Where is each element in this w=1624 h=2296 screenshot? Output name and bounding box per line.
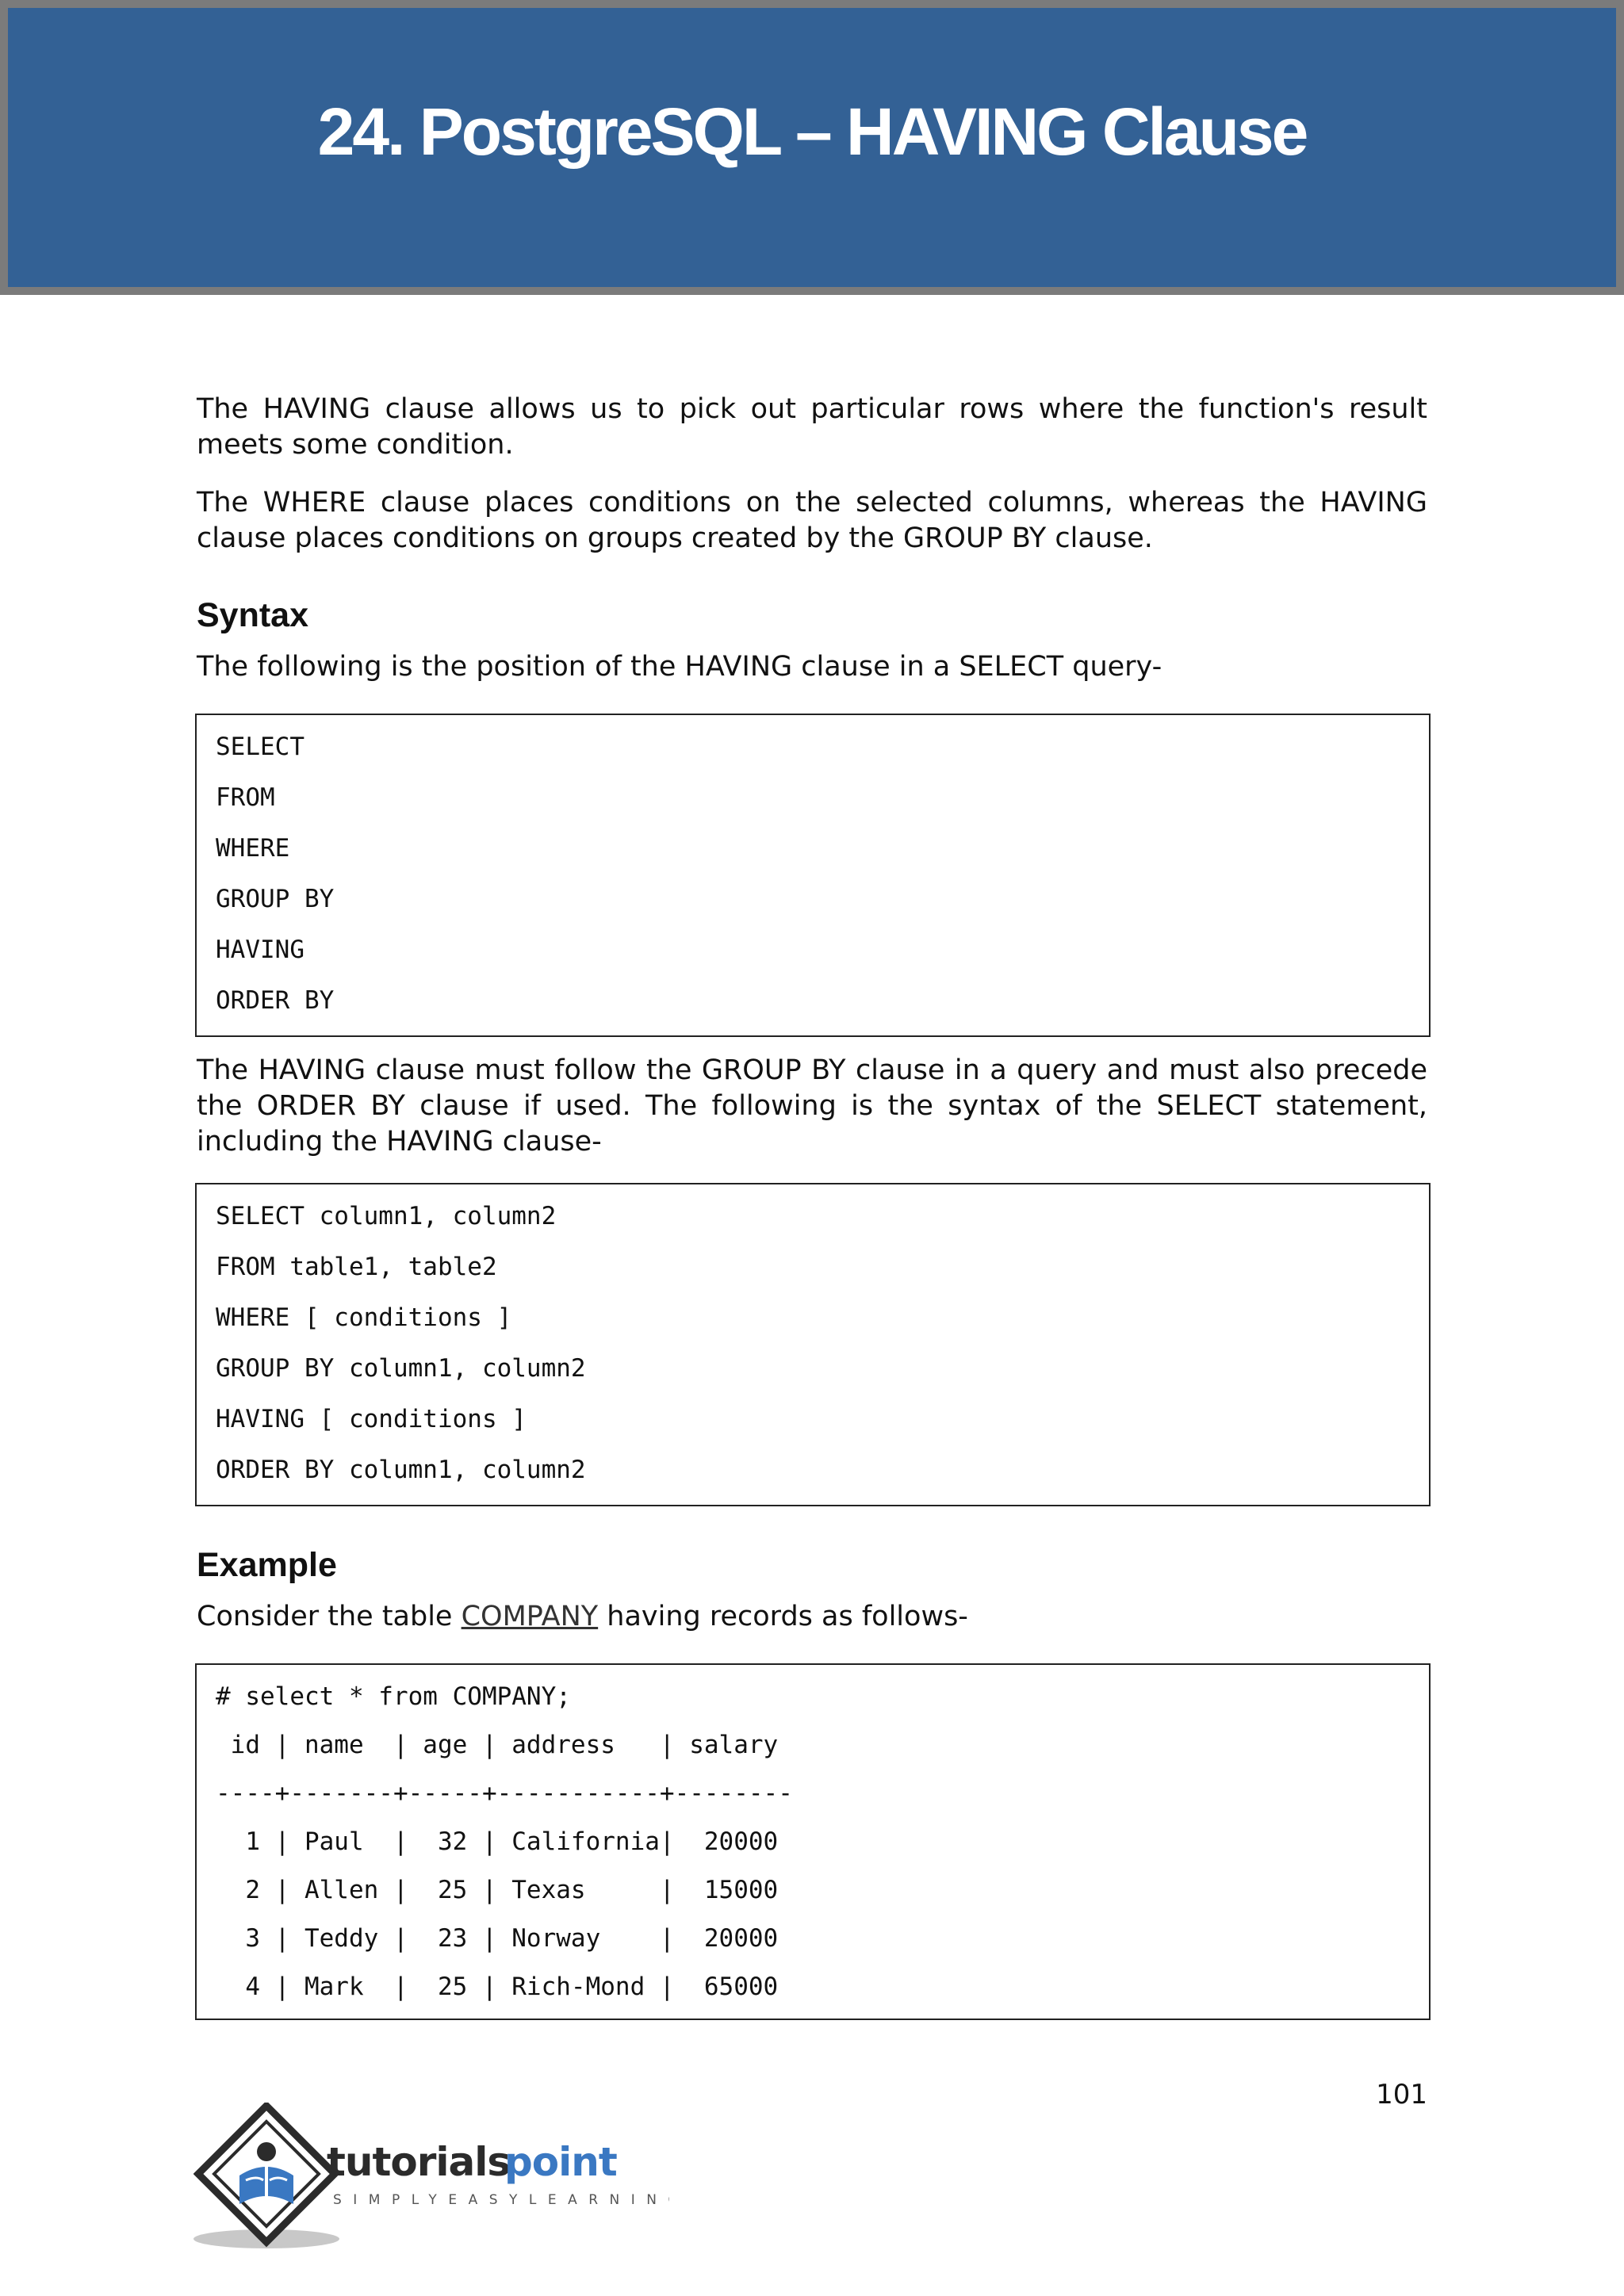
- code-line: GROUP BY: [216, 885, 335, 913]
- logo-graphic: [193, 2103, 669, 2253]
- logo-text-point: point: [504, 2139, 617, 2185]
- code-line: 3 | Teddy | 23 | Norway | 20000: [216, 1924, 779, 1953]
- code-line: GROUP BY column1, column2: [216, 1354, 586, 1383]
- page-number: 101: [1376, 2079, 1427, 2110]
- example-lead-before: Consider the table: [197, 1601, 462, 1632]
- tutorialspoint-logo: [193, 2103, 669, 2256]
- logo-text-tutorials: tutorials: [327, 2139, 511, 2185]
- example-section: [197, 1546, 1427, 1635]
- code-line: # select * from COMPANY;: [216, 1682, 571, 1711]
- example-lead: [197, 1599, 1427, 1635]
- chapter-banner-fill: [8, 8, 1616, 287]
- company-link[interactable]: COMPANY: [461, 1601, 599, 1632]
- code-line: 2 | Allen | 25 | Texas | 15000: [216, 1876, 779, 1904]
- code-line: WHERE: [216, 834, 290, 863]
- syntax-section: [197, 596, 1427, 685]
- chapter-title: 24. PostgreSQL – HAVING Clause: [317, 94, 1307, 169]
- logo-tagline: SIMPLYEASYLEARNING: [333, 2192, 669, 2208]
- code-line: 4 | Mark | 25 | Rich-Mond | 65000: [216, 1973, 779, 2001]
- code-line: ORDER BY: [216, 986, 335, 1015]
- intro-paragraph-2: The WHERE clause places conditions on the selected columns, whereas the HAVING clause places conditions on groups created by the GROUP BY clause.: [197, 487, 1427, 554]
- code-line: HAVING [ conditions ]: [216, 1405, 527, 1433]
- code-line: ORDER BY column1, column2: [216, 1456, 586, 1484]
- syntax-lead: The following is the position of the HAVING clause in a SELECT query-: [197, 651, 1162, 683]
- code-line: HAVING: [216, 936, 304, 964]
- example-lead-after: having records as follows-: [598, 1601, 968, 1632]
- syntax-middle-section: [197, 1053, 1427, 1160]
- code-block-select-syntax: [195, 1183, 1431, 1506]
- code-line: ----+-------+-----+-----------+--------: [216, 1779, 793, 1808]
- code-line: FROM table1, table2: [216, 1253, 497, 1281]
- code-line: WHERE [ conditions ]: [216, 1303, 512, 1332]
- syntax-middle-paragraph: The HAVING clause must follow the GROUP BY clause in a query and must also precede the ORDER BY clause if used. The following is the syntax of the SELECT statement, including the HAVING clause-: [197, 1054, 1427, 1158]
- intro-paragraph-1: The HAVING clause allows us to pick out particular rows where the function's result meets some condition.: [197, 393, 1427, 461]
- code-line: 1 | Paul | 32 | California| 20000: [216, 1827, 779, 1856]
- intro-section: [197, 392, 1427, 557]
- example-heading: Example: [197, 1546, 337, 1584]
- code-block-company-table: [195, 1663, 1431, 2020]
- code-line: id | name | age | address | salary: [216, 1731, 779, 1759]
- syntax-heading: Syntax: [197, 596, 309, 634]
- code-line: FROM: [216, 783, 275, 812]
- code-line: SELECT column1, column2: [216, 1202, 557, 1230]
- chapter-banner: [0, 0, 1624, 295]
- code-block-clause-order: [195, 714, 1431, 1037]
- code-line: SELECT: [216, 733, 304, 761]
